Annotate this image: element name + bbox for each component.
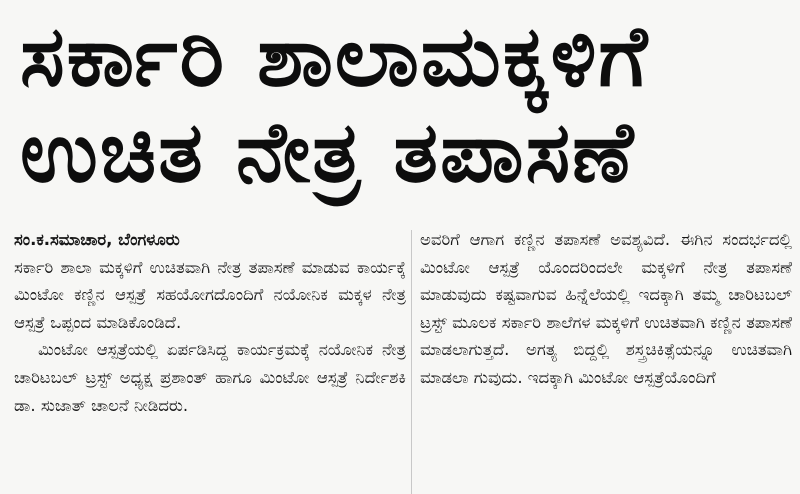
headline-line-1: ಸರ್ಕಾರಿ ಶಾಲಾಮಕ್ಕಳಿಗೆ — [20, 7, 650, 105]
left-paragraph-2: ಮಿಂಟೋ ಆಸ್ಪತ್ರೆಯಲ್ಲಿ ಏರ್ಪಡಿಸಿದ್ದ ಕಾರ್ಯಕ್ರಮಕ್ಕೆ ನಯೋನಿಕ ನೇತ್ರ ಚಾರಿಟಬಲ್ ಟ್ರಸ್ಟ್ ಅಧ್ಯಕ್ಷ ಪ್ರಶಾಂತ್ ಹಾಗೂ ಮಿಂಟೋ ಆಸ್ಪತ್ರೆ ನಿರ್ದೇಶಕಿ ಡಾ. ಸುಜಾತ್ ಚಾಲನೆ ನೀಡಿದರು. — [14, 340, 406, 415]
left-paragraph-1: ಸರ್ಕಾರಿ ಶಾಲಾ ಮಕ್ಕಳಿಗೆ ಉಚಿತವಾಗಿ ನೇತ್ರ ತಪಾಸಣೆ ಮಾಡುವ ಕಾರ್ಯಕ್ಕೆ ಮಿಂಟೋ ಕಣ್ಣಿನ ಆಸ್ಪತ್ರೆ ಸಹಯೋಗದೊಂದಿಗೆ ನಯೋನಿಕ ಮಕ್ಕಳ ನೇತ್ರ ಆಸ್ಪತ್ರೆ ಒಪ್ಪಂದ ಮಾಡಿಕೊಂಡಿದೆ. — [14, 257, 406, 332]
headline-line-2: ಉಚಿತ ನೇತ್ರ ತಪಾಸಣೆ — [20, 103, 636, 201]
article-column-left — [14, 226, 406, 419]
article-column-right — [420, 226, 792, 392]
right-paragraph-1: ಅವರಿಗೆ ಆಗಾಗ ಕಣ್ಣಿನ ತಪಾಸಣೆ ಅವಶ್ಯವಿದೆ. ಈಗಿನ ಸಂದರ್ಭದಲ್ಲಿ ಮಿಂಟೋ ಆಸ್ಪತ್ರೆ ಯೊಂದರಿಂದಲೇ ಮಕ್ಕಳಿಗೆ ನೇತ್ರ ತಪಾಸಣೆ ಮಾಡುವುದು ಕಷ್ಟವಾಗುವ ಹಿನ್ನೆಲೆಯಲ್ಲಿ ಇದಕ್ಕಾಗಿ ತಮ್ಮ ಚಾರಿಟಬಲ್ ಟ್ರಸ್ಟ್ ಮೂಲಕ ಸರ್ಕಾರಿ ಶಾಲೆಗಳ ಮಕ್ಕಳಿಗೆ ಉಚಿತವಾಗಿ ಕಣ್ಣಿನ ತಪಾಸಣೆ ಮಾಡಲಾಗುತ್ತದೆ. ಅಗತ್ಯ ಬಿದ್ದಲ್ಲಿ ಶಸ್ತ್ರಚಿಕಿತ್ಸೆಯನ್ನೂ ಉಚಿತವಾಗಿ ಮಾಡಲಾ ಗುವುದು. ಇದಕ್ಕಾಗಿ ಮಿಂಟೋ ಆಸ್ಪತ್ರೆಯೊಂದಿಗೆ — [420, 230, 792, 387]
column-divider — [411, 230, 412, 494]
dateline: ಸಂ.ಕ.ಸಮಾಚಾರ, ಬೆಂಗಳೂರು — [14, 230, 180, 249]
